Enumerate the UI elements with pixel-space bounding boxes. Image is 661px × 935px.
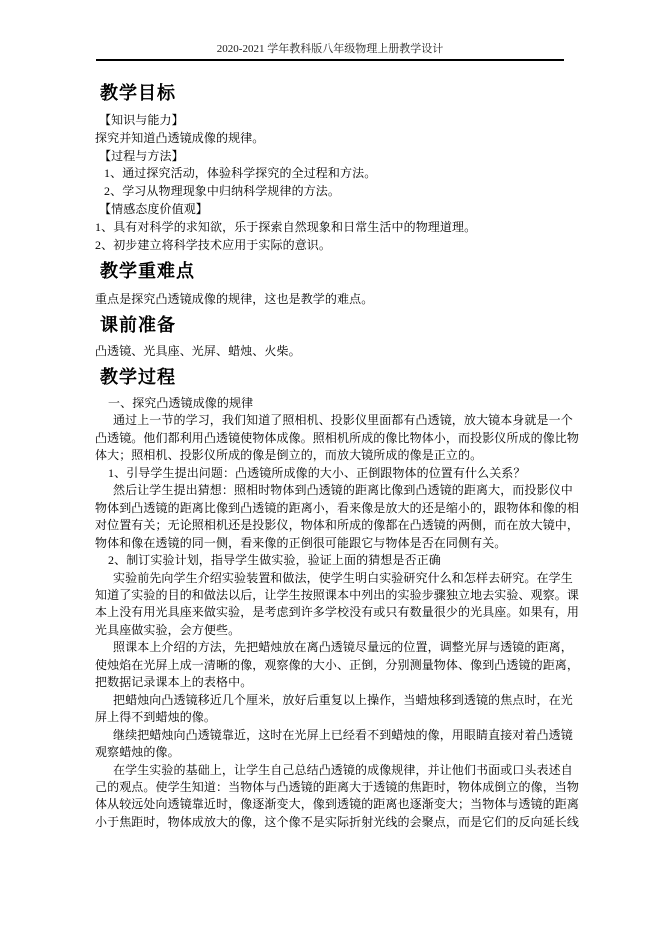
heading-teaching-process: 教学过程 (100, 367, 176, 387)
section-teaching-objectives (95, 112, 565, 254)
section-teaching-process (95, 395, 580, 831)
text-line: 把数据记录课本上的表格中。 (95, 675, 253, 690)
text-line: 把蜡烛向凸透镜移近几个厘米，放好后重复以上操作，当蜡烛移到透镜的焦点时，在光 (113, 692, 573, 707)
text-line: 继续把蜡烛向凸透镜靠近，这时在光屏上已经看不到蜡烛的像，用眼睛直接对着凸透镜 (113, 727, 573, 742)
text-line: 凸透镜。他们都利用凸透镜使物体成像。照相机所成的像比物体小，而投影仪所成的像比物 (95, 430, 580, 445)
text-line: 探究并知道凸透镜成像的规律。 (95, 130, 265, 145)
text-line: 知道了实验的目的和做法以后，让学生按照课本中列出的实验步骤独立地去实验、观察。课 (95, 587, 580, 602)
text-line: 物体和像在透镜的同一侧，看来像的正倒很可能跟它与物体是否在同侧有关。 (95, 535, 507, 550)
text-line: 凸透镜、光具座、光屏、蜡烛、火柴。 (95, 344, 301, 358)
section-class-preparation (95, 343, 565, 360)
page-header-rule (96, 59, 564, 61)
text-line: 实验前先向学生介绍实验装置和做法，使学生明白实验研究什么和怎样去研究。在学生 (113, 570, 573, 585)
text-line: 【情感态度价值观】 (99, 201, 208, 216)
text-line: 一、探究凸透镜成像的规律 (108, 396, 254, 410)
text-line: 1、引导学生提出问题：凸透镜所成像的大小、正倒跟物体的位置有什么关系？ (108, 465, 526, 480)
text-line: 2、学习从物理现象中归纳科学规律的方法。 (104, 184, 341, 199)
text-line: 对位置有关；无论照相机还是投影仪，物体和所成的像都在凸透镜的两侧，而在放大镜中， (95, 518, 580, 533)
page-header-title: 2020-2021 学年教科版八年级物理上册教学设计 (216, 43, 444, 55)
text-line: 在学生实验的基础上，让学生自己总结凸透镜的成像规律，并让他们书面或口头表述自 (113, 762, 573, 777)
text-line: 物体到凸透镜的距离比像到凸透镜的距离小，看来像是放大的还是缩小的，跟物体和像的相 (95, 500, 580, 515)
text-line: 然后让学生提出猜想：照相时物体到凸透镜的距离比像到凸透镜的距离大，而投影仪中 (113, 483, 573, 498)
text-line: 1、通过探究活动，体验科学探究的全过程和方法。 (104, 166, 377, 181)
text-line: 照课本上介绍的方法，先把蜡烛放在离凸透镜尽量远的位置，调整光屏与透镜的距离， (113, 640, 573, 655)
text-line: 屏上得不到蜡烛的像。 (95, 710, 217, 725)
heading-class-preparation: 课前准备 (100, 315, 176, 335)
text-line: 【过程与方法】 (99, 148, 184, 163)
text-line: 体从较远处向透镜靠近时，像逐渐变大，像到透镜的距离也逐渐变大；当物体与透镜的距离 (95, 797, 580, 812)
text-line: 2、初步建立将科学技术应用于实际的意识。 (95, 237, 332, 252)
text-line: 通过上一节的学习，我们知道了照相机、投影仪里面都有凸透镜，放大镜本身就是一个 (113, 413, 573, 428)
text-line: 己的观点。使学生知道：当物体与凸透镜的距离大于透镜的焦距时，物体成倒立的像，当物 (95, 779, 580, 794)
text-line: 【知识与能力】 (99, 113, 184, 127)
heading-teaching-objectives: 教学目标 (100, 83, 176, 103)
text-line: 小于焦距时，物体成放大的像，这个像不是实际折射光线的会聚点，而是它们的反向延长线 (95, 814, 580, 829)
text-line: 1、具有对科学的求知欲，乐于探索自然现象和日常生活中的物理道理。 (95, 219, 477, 234)
heading-key-difficult-points: 教学重难点 (100, 261, 195, 281)
section-key-difficult-points (95, 291, 565, 308)
text-line: 使烛焰在光屏上成一清晰的像，观察像的大小、正倒，分别测量物体、像到凸透镜的距离， (95, 657, 580, 672)
text-line: 2、制订实验计划，指导学生做实验，验证上面的猜想是否正确 (108, 553, 441, 568)
text-line: 观察蜡烛的像。 (95, 745, 180, 760)
text-line: 重点是探究凸透镜成像的规律，这也是教学的难点。 (95, 292, 374, 306)
text-line: 光具座做实验，会方便些。 (95, 622, 241, 637)
text-line: 体大；照相机、投影仪所成的像是倒立的，而放大镜所成的像是正立的。 (95, 448, 483, 463)
text-line: 本上没有用光具座来做实验，是考虑到许多学校没有或只有数量很少的光具座。如果有，用 (95, 605, 580, 620)
